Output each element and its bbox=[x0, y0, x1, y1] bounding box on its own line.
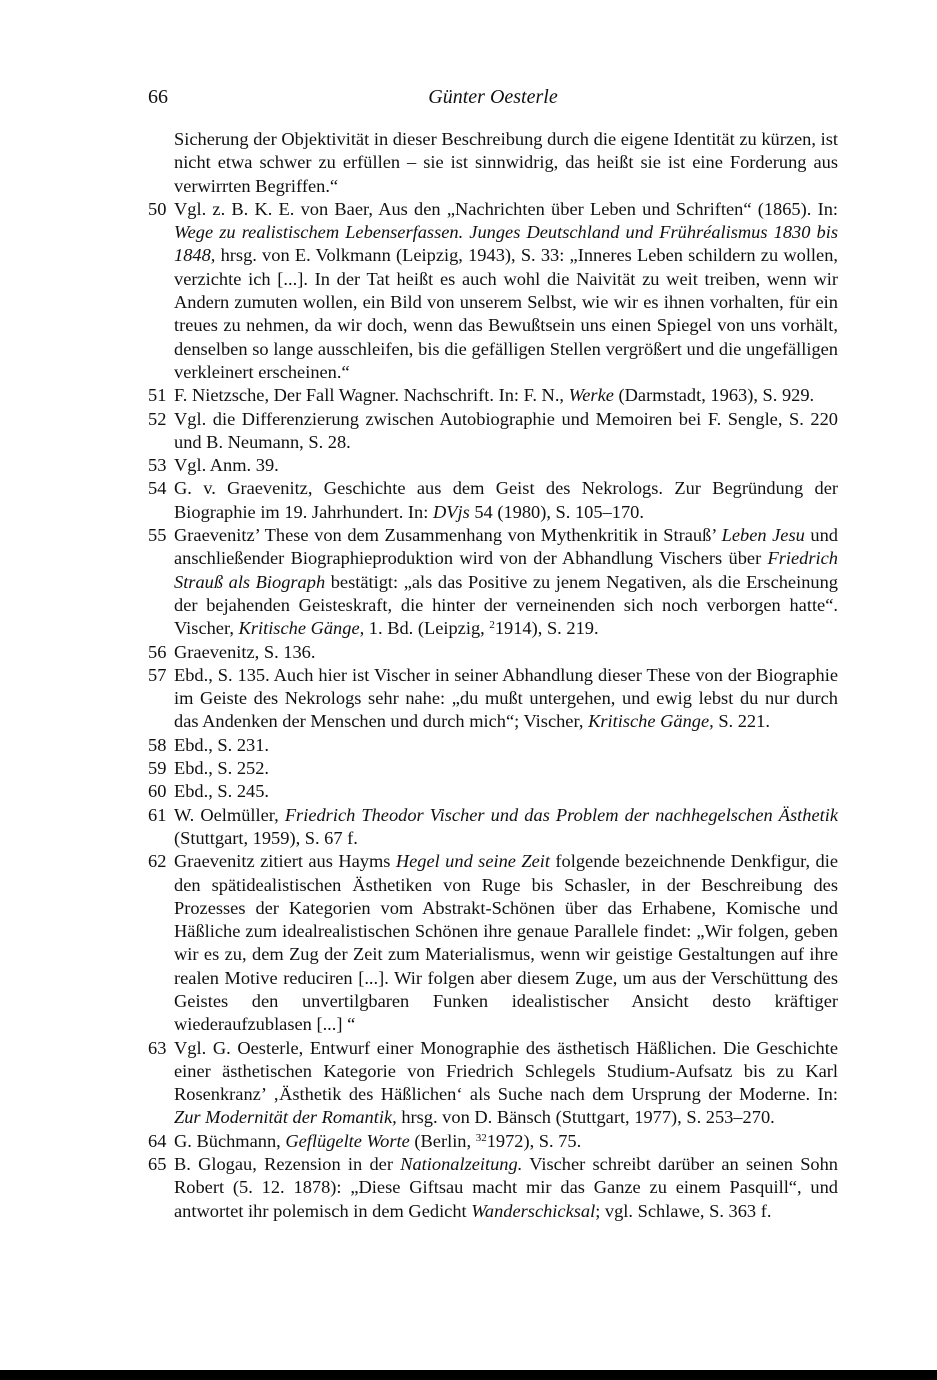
note-number: 64 bbox=[148, 1130, 167, 1151]
note-number: 60 bbox=[148, 781, 167, 802]
note-text bbox=[174, 758, 269, 778]
note-text-segment: (Stuttgart, 1959), S. 67 f. bbox=[174, 827, 358, 848]
note-superscript: 2 bbox=[489, 619, 495, 632]
note-italic-text: Hegel und seine Zeit bbox=[395, 851, 550, 872]
note-51 bbox=[148, 384, 838, 407]
note-50 bbox=[148, 198, 838, 384]
note-text bbox=[174, 735, 269, 755]
note-59 bbox=[148, 757, 838, 780]
note-52 bbox=[148, 408, 838, 455]
note-continuation bbox=[148, 128, 838, 198]
note-text-segment: bestätigt: „als das Positive zu jenem Negativen, als die Erscheinung der bejahenden Geisteskraft, die hinter der verneinenden sich noch verborgen hatte“. Vischer, bbox=[174, 571, 838, 639]
note-text bbox=[174, 1131, 581, 1151]
note-text bbox=[174, 385, 814, 405]
note-text bbox=[174, 409, 838, 452]
note-text-segment: (Darmstadt, 1963), S. 929. bbox=[613, 385, 815, 406]
note-number: 55 bbox=[148, 525, 167, 546]
note-57 bbox=[148, 664, 838, 734]
note-italic-text: Geflügelte Worte bbox=[285, 1130, 410, 1151]
note-text-segment: Vischer schreibt darüber an seinen Sohn Robert (5. 12. 1878): „Diese Giftsau macht mir das Ganze zu einem Pasquill“, und antwortet ihr polemisch in dem Gedicht bbox=[174, 1154, 839, 1221]
note-text-segment: 1. Bd. (Leipzig, bbox=[364, 618, 490, 639]
page-header bbox=[148, 86, 838, 116]
note-text-segment: Vgl. Anm. 39. bbox=[174, 455, 279, 476]
note-italic-text: Nationalzeitung. bbox=[400, 1154, 523, 1175]
continuation-text: Sicherung der Objektivität in dieser Beschreibung durch die eigene Identität zu kürzen, ist nicht etwa schwer zu erfüllen – sie ist sinnwidrig, das heißt sie ist eine Forderung aus verwirrten Begriffen.“ bbox=[174, 129, 838, 196]
note-text-segment: B. Glogau, Rezension in der bbox=[174, 1154, 401, 1175]
note-text-segment: 54 (1980), S. 105–170. bbox=[469, 501, 644, 522]
note-65 bbox=[148, 1153, 838, 1223]
note-text-segment: ; vgl. Schlawe, S. 363 f. bbox=[595, 1200, 772, 1221]
note-italic-text: Wege zu realistischem Lebenserfassen. Junges Deutschland und Frühréalismus 1830 bis 1848, bbox=[174, 222, 838, 266]
note-text-segment: W. Oelmüller, bbox=[174, 804, 285, 825]
note-58 bbox=[148, 734, 838, 757]
note-number: 63 bbox=[148, 1037, 167, 1058]
note-text-segment: 1914), S. 219. bbox=[494, 618, 599, 639]
note-63 bbox=[148, 1037, 838, 1130]
note-text bbox=[174, 1038, 838, 1128]
note-text bbox=[174, 199, 838, 382]
note-60 bbox=[148, 780, 838, 803]
note-text bbox=[174, 455, 279, 475]
note-text-segment: Ebd., S. 135. Auch hier ist Vischer in seiner Abhandlung dieser These von der Biographie im Geiste des Nekrologs sehr nahe: „du mußt untergehen, und ewig lebst du nur durch das Andenken der Menschen und durch mich“; Vischer, bbox=[174, 664, 838, 732]
note-54 bbox=[148, 477, 838, 524]
note-number: 59 bbox=[148, 758, 167, 779]
note-56 bbox=[148, 641, 838, 664]
note-text-segment: hrsg. von D. Bänsch (Stuttgart, 1977), S. 253–270. bbox=[396, 1107, 775, 1128]
note-text-segment: Ebd., S. 245. bbox=[174, 781, 270, 802]
note-text bbox=[174, 805, 838, 848]
note-text-segment: Vgl. z. B. K. E. von Baer, Aus den „Nachrichten über Leben und Schriften“ (1865). In: bbox=[174, 198, 838, 219]
note-number: 58 bbox=[148, 734, 167, 755]
note-text bbox=[174, 665, 838, 732]
running-head: Günter Oesterle bbox=[428, 86, 558, 108]
note-text-segment: Vgl. G. Oesterle, Entwurf einer Monographie des ästhetisch Häßlichen. Die Geschichte einer ästhetischen Kategorie von Friedrich Schlegels Studium-Aufsatz bis zu Karl Rosenkranz’ ‚Ästhetik des Häßlichen‘ als Suche nach dem Ursprung der Moderne. In: bbox=[174, 1037, 838, 1105]
note-italic-text: Leben Jesu bbox=[721, 525, 805, 546]
note-text-segment: Graevenitz’ These von dem Zusammenhang von Mythenkritik in Strauß’ bbox=[174, 525, 722, 546]
note-number: 62 bbox=[148, 851, 167, 872]
note-text-segment: Ebd., S. 252. bbox=[174, 758, 270, 779]
note-64 bbox=[148, 1130, 838, 1153]
note-italic-text: Friedrich Theodor Vischer und das Problem der nachhegelschen Ästhetik bbox=[284, 804, 838, 825]
note-61 bbox=[148, 804, 838, 851]
note-text-segment: Graevenitz zitiert aus Hayms bbox=[174, 851, 396, 872]
note-text bbox=[174, 642, 315, 662]
note-text-segment: und anschließender Biographieproduktion wird von der Abhandlung Vischers über bbox=[174, 525, 838, 569]
note-number: 52 bbox=[148, 408, 167, 429]
bottom-edge bbox=[0, 1370, 937, 1380]
note-italic-text: DVjs bbox=[432, 501, 470, 522]
note-superscript: 32 bbox=[475, 1131, 487, 1144]
note-text bbox=[174, 478, 838, 521]
note-italic-text: Kritische Gänge, bbox=[238, 618, 365, 639]
note-number: 50 bbox=[148, 198, 167, 219]
note-italic-text: Friedrich Strauß als Biograph bbox=[174, 548, 838, 592]
note-text-segment: Ebd., S. 231. bbox=[174, 734, 270, 755]
note-number: 56 bbox=[148, 641, 167, 662]
note-text bbox=[174, 781, 269, 801]
note-text-segment: Graevenitz, S. 136. bbox=[174, 641, 316, 662]
note-number: 53 bbox=[148, 455, 167, 476]
note-53 bbox=[148, 454, 838, 477]
note-text-segment: G. v. Graevenitz, Geschichte aus dem Geist des Nekrologs. Zur Begründung der Biographie im 19. Jahrhundert. In: bbox=[174, 478, 838, 522]
note-text-segment: 1972), S. 75. bbox=[486, 1130, 582, 1151]
note-text-segment: hrsg. von E. Volkmann (Leipzig, 1943), S. 33: „Inneres Leben schildern zu wollen, verzichte ich [...]. In der Tat heißt es auch wohl die Naivität zu weit treiben, wenn wir Andern zumuten wollen, ein Bild von unserem Selbst, wie wir es ihnen vorhalten, für ein treues zu nehmen, da wir doch, wenn das Bewußtsein uns einen Spiegel von uns vorhält, denselben so lange ausschleifen, bis die gefälligen Stellen vergrößert und die ungefälligen verkleinert erscheinen.“ bbox=[174, 245, 838, 382]
note-62 bbox=[148, 850, 838, 1036]
note-text bbox=[174, 1154, 838, 1221]
note-number: 54 bbox=[148, 478, 167, 499]
note-text bbox=[174, 525, 838, 638]
note-italic-text: Werke bbox=[568, 385, 614, 406]
note-italic-text: Wanderschicksal bbox=[471, 1200, 596, 1221]
note-italic-text: Zur Modernität der Romantik, bbox=[174, 1107, 397, 1128]
note-text-segment: folgende bezeichnende Denkfigur, die den spätidealistischen Ästhetiken von Ruge bis Schasler, in der Beschreibung des Prozesses der Kategorien vom Abstrakt-Schönen über das Erhabene, Komische und Häßliche zum idealrealistischen Schönen ihre genaue Parallele findet: „Wir folgen, geben wir es zu, dem Zug der Zeit zum Materialismus, wenn wir geistige Gestaltungen auf ihre realen Motive reduciren [...]. Wir folgen aber diesem Zuge, um aus der Verschüttung des Geistes den unvertilgbaren Funken idealistischer Ansicht desto kräftiger wiederaufzublasen [...] “ bbox=[174, 851, 838, 1035]
note-number: 61 bbox=[148, 804, 167, 825]
note-text bbox=[174, 851, 838, 1034]
page-number: 66 bbox=[148, 86, 168, 108]
endnotes bbox=[148, 128, 838, 1223]
note-number: 51 bbox=[148, 385, 167, 406]
note-text-segment: G. Büchmann, bbox=[174, 1130, 286, 1151]
note-55 bbox=[148, 524, 838, 640]
note-text-segment: F. Nietzsche, Der Fall Wagner. Nachschrift. In: F. N., bbox=[174, 385, 569, 406]
note-italic-text: Kritische Gänge, bbox=[588, 711, 714, 732]
note-number: 65 bbox=[148, 1154, 167, 1175]
note-text-segment: S. 221. bbox=[713, 711, 770, 732]
note-number: 57 bbox=[148, 664, 167, 685]
note-text-segment: (Berlin, bbox=[409, 1130, 476, 1151]
note-text-segment: Vgl. die Differenzierung zwischen Autobiographie und Memoiren bei F. Sengle, S. 220 und B. Neumann, S. 28. bbox=[174, 408, 838, 452]
